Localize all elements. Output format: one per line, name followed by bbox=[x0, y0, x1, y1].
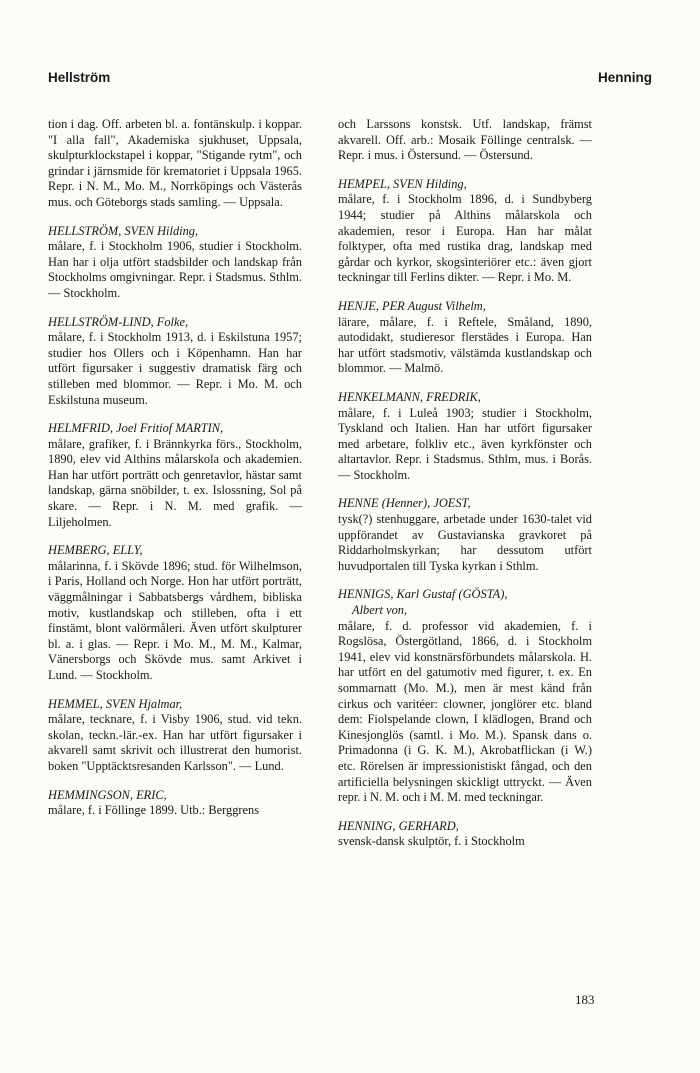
entry-name: HENKELMANN, FREDRIK, bbox=[338, 389, 481, 404]
entry-name: HEMMINGSON, ERIC, bbox=[48, 787, 167, 802]
right-column bbox=[338, 117, 592, 850]
left-column bbox=[48, 117, 302, 819]
entry-text: målare, tecknare, f. i Visby 1906, stud. vid tekn. skolan, teckn.-lär.-ex. Han har utfört figursaker i akvarell samt skrivit och illustrerat den humorist. boken "Upptäcktsresanden Karlsson". — Lund. bbox=[48, 712, 302, 773]
entry-text: tysk(?) stenhuggare, arbetade under 1630-talet vid uppförandet av Gustavianska gravkoret på Riddarholmskyrkan; har dessutom utfört huvudportalen till Tyska kyrkan i Sthlm. bbox=[338, 512, 592, 573]
entry-name: HEMPEL, SVEN Hilding, bbox=[338, 176, 467, 191]
entry-text: målarinna, f. i Skövde 1896; stud. för Wilhelmson, i Paris, Holland och Norge. Hon har utfört porträtt, väggmålningar i Sabbatsbergs vårdhem, bibliska motiv, kustlandskap och stilleben, ofta i ett finstämt, blont valörmåleri. Även utfört skulpturer bl. a. i glas. — Repr. i Mo. M., M. M., Kalmar, Vänersborgs och Skövde mus. samt Arkivet i Lund. — Stockholm. bbox=[48, 558, 302, 682]
entry-text: målare, f. i Föllinge 1899. Utb.: Berggrens bbox=[48, 803, 260, 818]
entry-name: HEMBERG, ELLY, bbox=[48, 543, 143, 558]
header-right: Henning bbox=[598, 70, 652, 85]
entry-text: målare, f. i Stockholm 1913, d. i Eskilstuna 1957; studier hos Ollers och i Köpenhamn. Han har utfört figursaker i suggestiv dramatisk färg och stilleben med blommor. — Repr. i Mo. M. och Eskilstuna museum. bbox=[48, 330, 302, 407]
entry-text: målare, f. i Luleå 1903; studier i Stockholm, Tyskland och Italien. Han har utfört figursaker med arbetare, folkliv etc., även kyrkfönster och altartavlor. Repr. i Stadsmus. Sthlm, mus. i Borås. — Stockholm. bbox=[338, 405, 592, 482]
entry-text: målare, f. i Stockholm 1906, studier i Stockholm. Han har i olja utfört stadsbilder och landskap från Stockholms omgivningar. Repr. i Stadsmus. Sthlm. — Stockholm. bbox=[48, 239, 302, 300]
right-intro: och Larssons konstsk. Utf. landskap, främst akvarell. Off. arb.: Mosaik Föllinge centralsk. — Repr. i mus. i Östersund. — Östersund. bbox=[338, 117, 592, 163]
entry-text: lärare, målare, f. i Reftele, Småland, 1890, autodidakt, studieresor flerstädes i Europa. Han har utfört stadsmotiv, välstämda kustlandskap och blommor. — Malmö. bbox=[338, 314, 592, 376]
entry-name: HELLSTRÖM, SVEN Hilding, bbox=[48, 223, 199, 238]
entry-name: HEMMEL, SVEN Hjalmar, bbox=[48, 696, 183, 711]
entry-hellstrom-lind bbox=[48, 315, 302, 409]
entry-helmfrid bbox=[48, 421, 302, 530]
entry-hempel bbox=[338, 177, 592, 286]
entry-henne bbox=[338, 496, 592, 574]
entry-name-continued: Albert von, bbox=[352, 603, 408, 618]
left-intro: tion i dag. Off. arbeten bl. a. fontänskulp. i koppar. "I alla fall", Akademiska sjukhuset, Uppsala, skulpturklockstapel i koppar, "Stigande rytm", och grindar i järnsmide för krematoriet i Uppsala 1965. Repr. i N. M., Mo. M., Norrköpings och Västerås mus. och Göteborgs stads samling. — Uppsala. bbox=[48, 117, 302, 209]
page-number: 183 bbox=[575, 992, 595, 1007]
entry-hemmel bbox=[48, 697, 302, 775]
entry-hemberg bbox=[48, 543, 302, 683]
entry-hellstrom bbox=[48, 224, 302, 302]
entry-text: målare, f. i Stockholm 1896, d. i Sundbyberg 1944; studier på Althins målarskola och akademien, resor i Europa. Han har målat folktyper, ofta med rustika drag, landskap med gårdar och kyrkor, skogsinteriörer etc.: även gjort teckningar till Ferlins dikter. — Repr. i Mo. M. bbox=[338, 192, 592, 285]
entry-hemmingson bbox=[48, 788, 302, 819]
entry-name: HELLSTRÖM-LIND, Folke, bbox=[48, 314, 189, 329]
entry-name: HENJE, PER August Vilhelm, bbox=[338, 298, 486, 313]
entry-henje bbox=[338, 299, 592, 377]
entry-text: målare, f. d. professor vid akademien, f. i Rogslösa, Östergötland, 1866, d. i Stockholm 1941, elev vid konstnärsförbundets målarskola. H. har utfört en del gatumotiv med figurer, t. ex. En sommarnatt (Mo. M.), men är mest känd från cirkus och varitéer: clowner, jonglörer etc. bland dem: Fiolspelande clown, I klädlogen, Brand och Kinesjonglös (samtl. i Mo. M.). Spansk dans o. Primadonna (i G. K. M.), Akrobatflickan (i W.) etc. Rörelsen är impressionistiskt fångad, och den artificiella belysningen skickligt uttryckt. — Även repr. i N. M. och i M. M. med teckningar. bbox=[338, 618, 592, 805]
running-header bbox=[48, 70, 652, 90]
entry-text: svensk-dansk skulptör, f. i Stockholm bbox=[338, 834, 525, 849]
header-left: Hellström bbox=[48, 70, 111, 85]
entry-name: HENNIGS, Karl Gustaf (GÖSTA), bbox=[338, 587, 508, 602]
entry-name: HENNING, GERHARD, bbox=[338, 818, 459, 833]
entry-name: HELMFRID, Joel Fritiof MARTIN, bbox=[48, 421, 224, 436]
entry-hennigs bbox=[338, 587, 592, 805]
entry-henning bbox=[338, 819, 592, 850]
entry-henkelmann bbox=[338, 390, 592, 484]
entry-name: HENNE (Henner), JOEST, bbox=[338, 496, 471, 511]
entry-text: målare, grafiker, f. i Brännkyrka förs., Stockholm, 1890, elev vid Althins målarskola och akademien. Han har utfört porträtt och genretavlor, hästar samt landskap, gärna snöbilder, t. ex. Islossning, Sol på skare. — Repr. i N. M. med grafik. — Liljeholmen. bbox=[48, 436, 302, 529]
